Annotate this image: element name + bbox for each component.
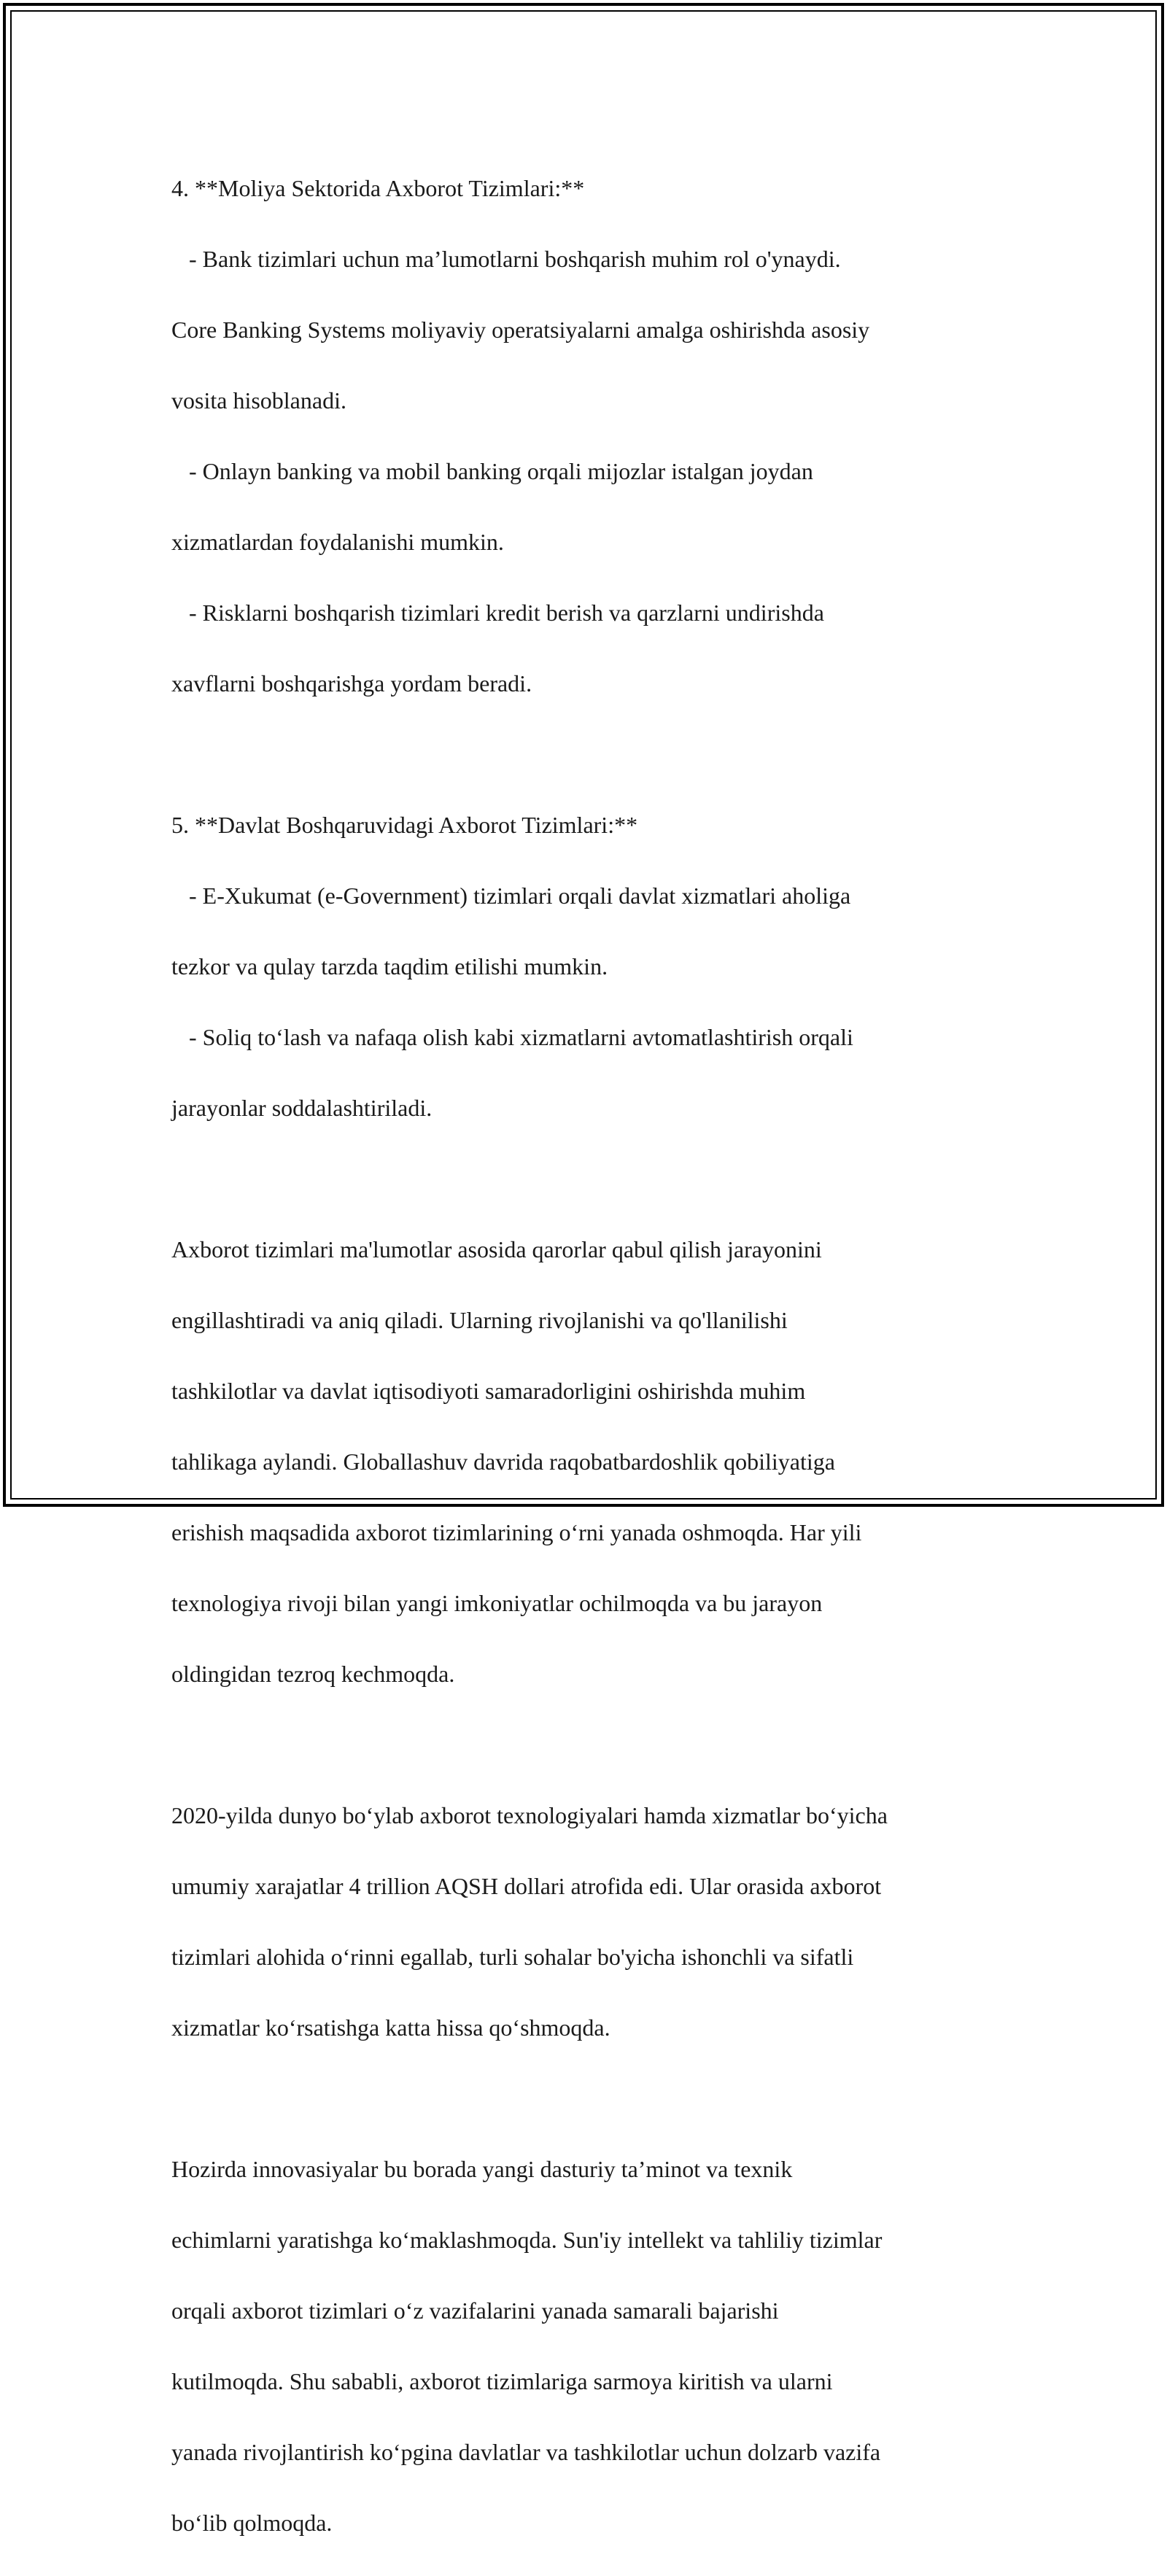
blank-line: [171, 1727, 1032, 1763]
section-4-line: vosita hisoblanadi.: [171, 387, 346, 414]
section-4-line: xizmatlardan foydalanishi mumkin.: [171, 528, 504, 555]
paragraph-3-line: orqali axborot tizimlari o‘z vazifalarini yanada samarali bajarishi: [171, 2297, 779, 2324]
section-4-heading: 4. **Moliya Sektorida Axborot Tizimlari:**: [171, 174, 585, 201]
paragraph-1-line: tashkilotlar va davlat iqtisodiyoti samaradorligini oshirishda muhim: [171, 1377, 806, 1404]
section-5-line: - E-Xukumat (e-Government) tizimlari orqali davlat xizmatlari aholiga: [171, 882, 851, 909]
section-4-line: - Risklarni boshqarish tizimlari kredit berish va qarzlarni undirishda: [171, 599, 824, 626]
paragraph-2-line: umumiy xarajatlar 4 trillion AQSH dollari atrofida edi. Ular orasida axborot: [171, 1872, 882, 1899]
paragraph-3-line: yanada rivojlantirish ko‘pgina davlatlar va tashkilotlar uchun dolzarb vazifa: [171, 2438, 881, 2465]
paragraph-2-line: xizmatlar ko‘rsatishga katta hissa qo‘shmoqda.: [171, 2014, 610, 2041]
paragraph-1-line: oldingidan tezroq kechmoqda.: [171, 1660, 455, 1687]
paragraph-1-line: Axborot tizimlari ma'lumotlar asosida qarorlar qabul qilish jarayonini: [171, 1235, 822, 1262]
blank-line: [171, 737, 1032, 772]
section-4-line: - Bank tizimlari uchun ma’lumotlarni boshqarish muhim rol o'ynaydi.: [171, 245, 841, 272]
section-4-line: - Onlayn banking va mobil banking orqali mijozlar istalgan joydan: [171, 457, 813, 484]
section-5-line: tezkor va qulay tarzda taqdim etilishi mumkin.: [171, 953, 608, 979]
paragraph-3-line: echimlarni yaratishga ko‘maklashmoqda. Sun'iy intellekt va tahliliy tizimlar: [171, 2226, 883, 2253]
paragraph-3-line: kutilmoqda. Shu sababli, axborot tizimlariga sarmoya kiritish va ularni: [171, 2367, 833, 2394]
paragraph-1-line: texnologiya rivoji bilan yangi imkoniyatlar ochilmoqda va bu jarayon: [171, 1589, 823, 1616]
section-4-line: Core Banking Systems moliyaviy operatsiyalarni amalga oshirishda asosiy: [171, 316, 870, 343]
paragraph-3-line: bo‘lib qolmoqda.: [171, 2509, 333, 2536]
paragraph-1-line: erishish maqsadida axborot tizimlarining o‘rni yanada oshmoqda. Har yili: [171, 1518, 862, 1545]
paragraph-1-line: engillashtiradi va aniq qiladi. Ularning rivojlanishi va qo'llanilishi: [171, 1306, 788, 1333]
section-5-line: - Soliq to‘lash va nafaqa olish kabi xizmatlarni avtomatlashtirish orqali: [171, 1023, 853, 1050]
section-5-line: jarayonlar soddalashtiriladi.: [171, 1094, 433, 1121]
blank-line: [171, 2081, 1032, 2117]
section-4-line: xavflarni boshqarishga yordam beradi.: [171, 670, 532, 697]
section-5-heading: 5. **Davlat Boshqaruvidagi Axborot Tizimlari:**: [171, 811, 638, 838]
paragraph-2-line: 2020-yilda dunyo bo‘ylab axborot texnologiyalari hamda xizmatlar bo‘yicha: [171, 1801, 888, 1828]
paragraph-1-line: tahlikaga aylandi. Globallashuv davrida raqobatbardoshlik qobiliyatiga: [171, 1448, 835, 1475]
paragraph-2-line: tizimlari alohida o‘rinni egallab, turli sohalar bo'yicha ishonchli va sifatli: [171, 1943, 854, 1970]
blank-line: [171, 1161, 1032, 1197]
document-body: [171, 135, 1032, 2576]
paragraph-3-line: Hozirda innovasiyalar bu borada yangi dasturiy ta’minot va texnik: [171, 2155, 793, 2182]
